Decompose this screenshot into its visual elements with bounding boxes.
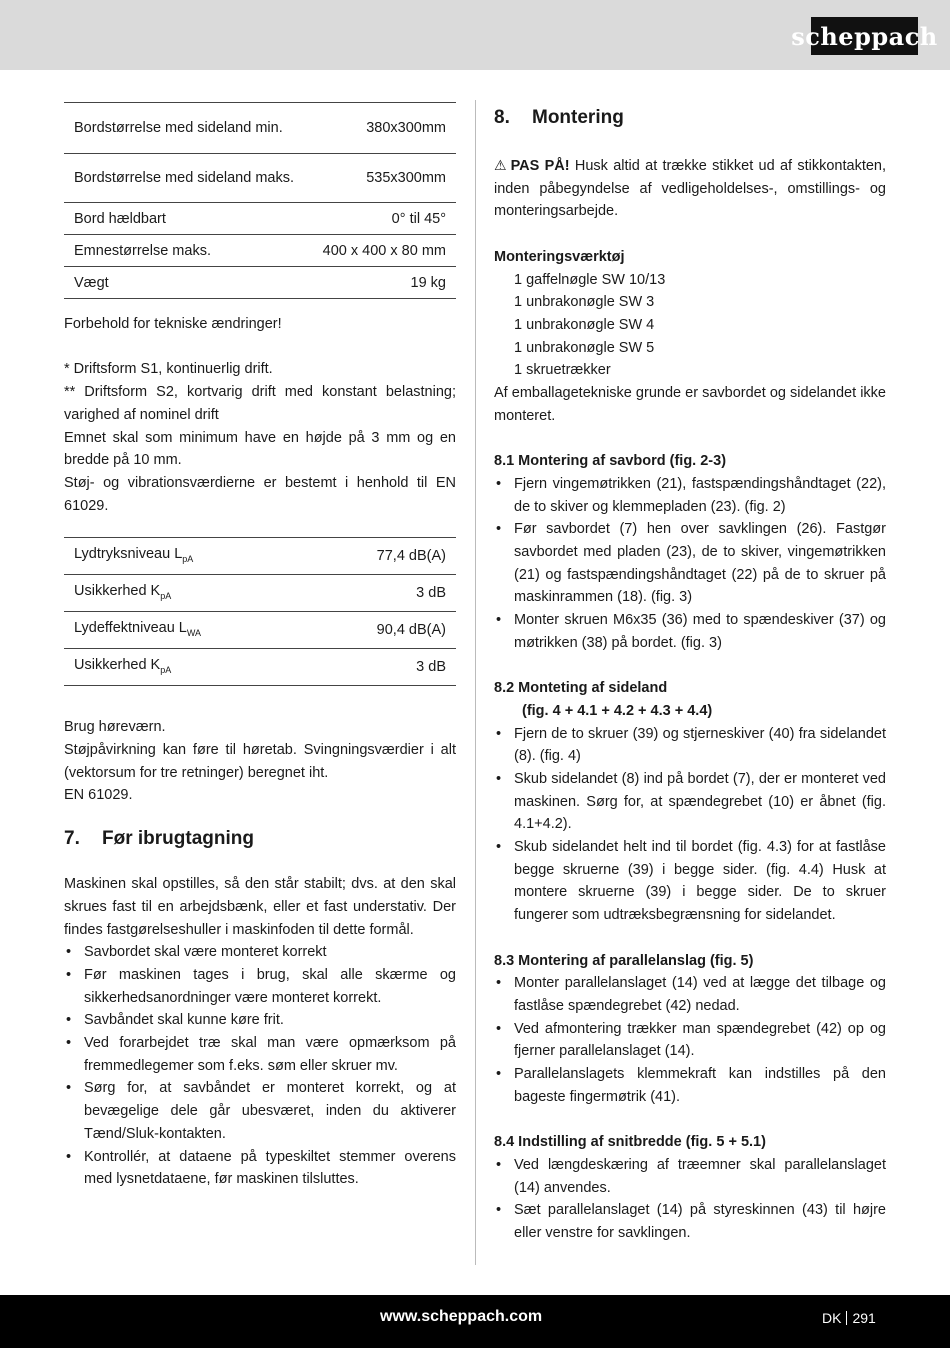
- section-8-4-list: [494, 1154, 886, 1245]
- reservation-note: Forbehold for tekniske ændringer!: [64, 316, 282, 332]
- spec-table: [64, 102, 456, 299]
- noise-value: 3 dB: [308, 575, 456, 612]
- spec-value: 0° til 45°: [309, 203, 456, 235]
- list-item: • Ved afmontering trækker man spændegrebet (42) op og fjerner parallelanslaget (14).: [494, 1018, 886, 1063]
- section-8-3-heading: 8.3 Montering af parallelanslag (fig. 5): [494, 952, 754, 969]
- spec-label: Bord hældbart: [64, 203, 309, 235]
- noise-label: Usikkerhed $K_{pA}$: [64, 575, 308, 612]
- tools-list: [494, 269, 886, 383]
- list-item: 1 gaffelnøgle SW 10/13: [514, 271, 666, 288]
- spec-label: Vægt: [64, 267, 309, 299]
- list-item: • Ved længdeskæring af træemner skal parallelanslaget (14) anvendes.: [494, 1154, 886, 1199]
- noise-value: 90,4 dB(A): [308, 612, 456, 649]
- list-item: • Før maskinen tages i brug, skal alle skærme og sikkerhedsanordninger være monteret korrekt.: [64, 964, 456, 1009]
- noise-standard-note: Støj- og vibrationsværdierne er bestemt i henhold til EN 61029.: [64, 474, 456, 514]
- noise-label: Usikkerhed $K_{pA}$: [64, 649, 308, 686]
- table-row: [64, 575, 456, 612]
- hearing-protection: Brug høreværn.: [64, 719, 166, 736]
- spec-value: 380x300mm: [309, 103, 456, 154]
- noise-value: 3 dB: [308, 649, 456, 686]
- table-row: [64, 203, 456, 235]
- list-item: • Savbåndet skal kunne køre frit.: [64, 1009, 456, 1032]
- spec-value: 19 kg: [309, 267, 456, 299]
- section-7-intro: Maskinen skal opstilles, så den står stabilt; dvs. at den skal skrues fast til en arbejdsbænk, eller et fast understativ. Der findes fastgørelseshuller i maskinfoden til dette formål.: [64, 876, 456, 938]
- spec-value: 535x300mm: [309, 154, 456, 203]
- list-item: • Sæt parallelanslaget (14) på styreskinnen (43) til højre eller venstre for savklingen.: [494, 1199, 886, 1244]
- section-7-list: [64, 941, 456, 1191]
- table-row: [64, 612, 456, 649]
- table-row: [64, 649, 456, 686]
- section-8-3-list: [494, 972, 886, 1108]
- noise-table: [64, 537, 456, 686]
- noise-label: Lydtryksniveau $L_{pA}$: [64, 538, 308, 575]
- table-row: [64, 103, 456, 154]
- noise-label: Lydeffektniveau $L_{WA}$: [64, 612, 308, 649]
- list-item: 1 unbrakonøgle SW 3: [514, 294, 655, 311]
- hearing-standard: EN 61029.: [64, 787, 133, 804]
- column-divider: [475, 100, 476, 1265]
- section-8-1-list: [494, 473, 886, 655]
- spec-value: 400 x 400 x 80 mm: [309, 235, 456, 267]
- table-row: [64, 267, 456, 299]
- table-row: [64, 538, 456, 575]
- warning-paragraph: ⚠ PAS PÅ! Husk altid at trække stikket ud af stikkontakten, inden påbegyndelse af vedligeholdelses-, omstillings- og monteringsarbejde.: [494, 154, 886, 223]
- list-item: 1 unbrakonøgle SW 5: [514, 339, 655, 356]
- table-row: [64, 154, 456, 203]
- spec-label: Bordstørrelse med sideland maks.: [64, 154, 309, 203]
- section-7-heading: 7. Før ibrugtagning: [64, 828, 254, 850]
- list-item: • Før savbordet (7) hen over savklingen (26). Fastgør savbordet med pladen (23), de to skiver, vingemøtrikken (21) og fastspændingshåndtaget (22) på de to skruer på maskinrammen (18). (fig. 3): [494, 518, 886, 609]
- list-item: 1 skruetrækker: [514, 362, 611, 379]
- section-8-4-heading: 8.4 Indstilling af snitbredde (fig. 5 + 5.1): [494, 1134, 766, 1151]
- noise-value: 77,4 dB(A): [308, 538, 456, 575]
- left-column: [64, 102, 456, 1191]
- footnote-s1: * Driftsform S1, kontinuerlig drift.: [64, 361, 273, 378]
- list-item: • Monter parallelanslaget (14) ved at lægge det tilbage og fastlåse spændegrebet (42) nedad.: [494, 972, 886, 1017]
- list-item: • Kontrollér, at dataene på typeskiltet stemmer overens med lysnetdataene, før maskinen tilsluttes.: [64, 1146, 456, 1191]
- list-item: • Fjern de to skruer (39) og stjerneskiver (40) fra sidelandet (8). (fig. 4): [494, 723, 886, 768]
- list-item: • Fjern vingemøtrikken (21), fastspændingshåndtaget (22), de to skiver og klemmepladen (23). (fig. 2): [494, 473, 886, 518]
- footer-page-number: DK 291: [822, 1310, 876, 1326]
- footer-url: www.scheppach.com: [380, 1308, 543, 1325]
- list-item: • Savbordet skal være monteret korrekt: [64, 941, 456, 964]
- section-8-2-list: [494, 723, 886, 927]
- footnote-s2: ** Driftsform S2, kortvarig drift med konstant belastning; varighed af nominel drift: [64, 384, 456, 423]
- tools-note: Af emballagetekniske grunde er savbordet og sidelandet ikke monteret.: [494, 385, 886, 424]
- section-8-1-heading: 8.1 Montering af savbord (fig. 2-3): [494, 453, 727, 470]
- hearing-warning: Støjpåvirkning kan føre til høretab. Svingningsværdier i alt (vektorsum for tre retninger) beregnet iht.: [64, 742, 456, 781]
- spec-label: Bordstørrelse med sideland min.: [64, 103, 309, 154]
- table-row: [64, 235, 456, 267]
- brand-logo: scheppach: [811, 17, 918, 55]
- list-item: • Monter skruen M6x35 (36) med to spændeskiver (37) og møtrikken (38) på bordet. (fig. 3): [494, 609, 886, 654]
- section-8-heading: 8. Montering: [494, 107, 624, 128]
- list-item: • Parallelanslagets klemmekraft kan indstilles på den bageste fingermøtrik (41).: [494, 1063, 886, 1108]
- workpiece-note: Emnet skal som minimum have en højde på 3 mm og en bredde på 10 mm.: [64, 429, 456, 469]
- list-item: • Ved forarbejdet træ skal man være opmærksom på fremmedlegemer som f.eks. søm eller skruer mv.: [64, 1032, 456, 1077]
- list-item: • Skub sidelandet (8) ind på bordet (7), der er monteret ved maskinen. Sørg for, at spændegrebet (10) er åbnet (fig. 4.1+4.2).: [494, 768, 886, 836]
- list-item: • Sørg for, at savbåndet er monteret korrekt, og at bevægelige dele går ubesværet, inden du aktiverer Tænd/Sluk-kontakten.: [64, 1077, 456, 1145]
- section-8-2-heading: 8.2 Monteting af sideland: [494, 680, 668, 697]
- section-8-2-subheading: (fig. 4 + 4.1 + 4.2 + 4.3 + 4.4): [522, 702, 713, 719]
- list-item: • Skub sidelandet helt ind til bordet (fig. 4.3) for at fastlåse begge skruerne (39) i begge sider. (fig. 4.4) Husk at montere skruerne (39) i begge sider. De to skruer fungerer som udtræksbegrænsning for sidelandet.: [494, 836, 886, 927]
- list-item: 1 unbrakonøgle SW 4: [514, 316, 655, 333]
- right-column: [494, 102, 886, 1245]
- tools-heading: Monteringsværktøj: [494, 248, 625, 265]
- spec-label: Emnestørrelse maks.: [64, 235, 309, 267]
- warning-triangle-icon: ⚠: [494, 157, 507, 173]
